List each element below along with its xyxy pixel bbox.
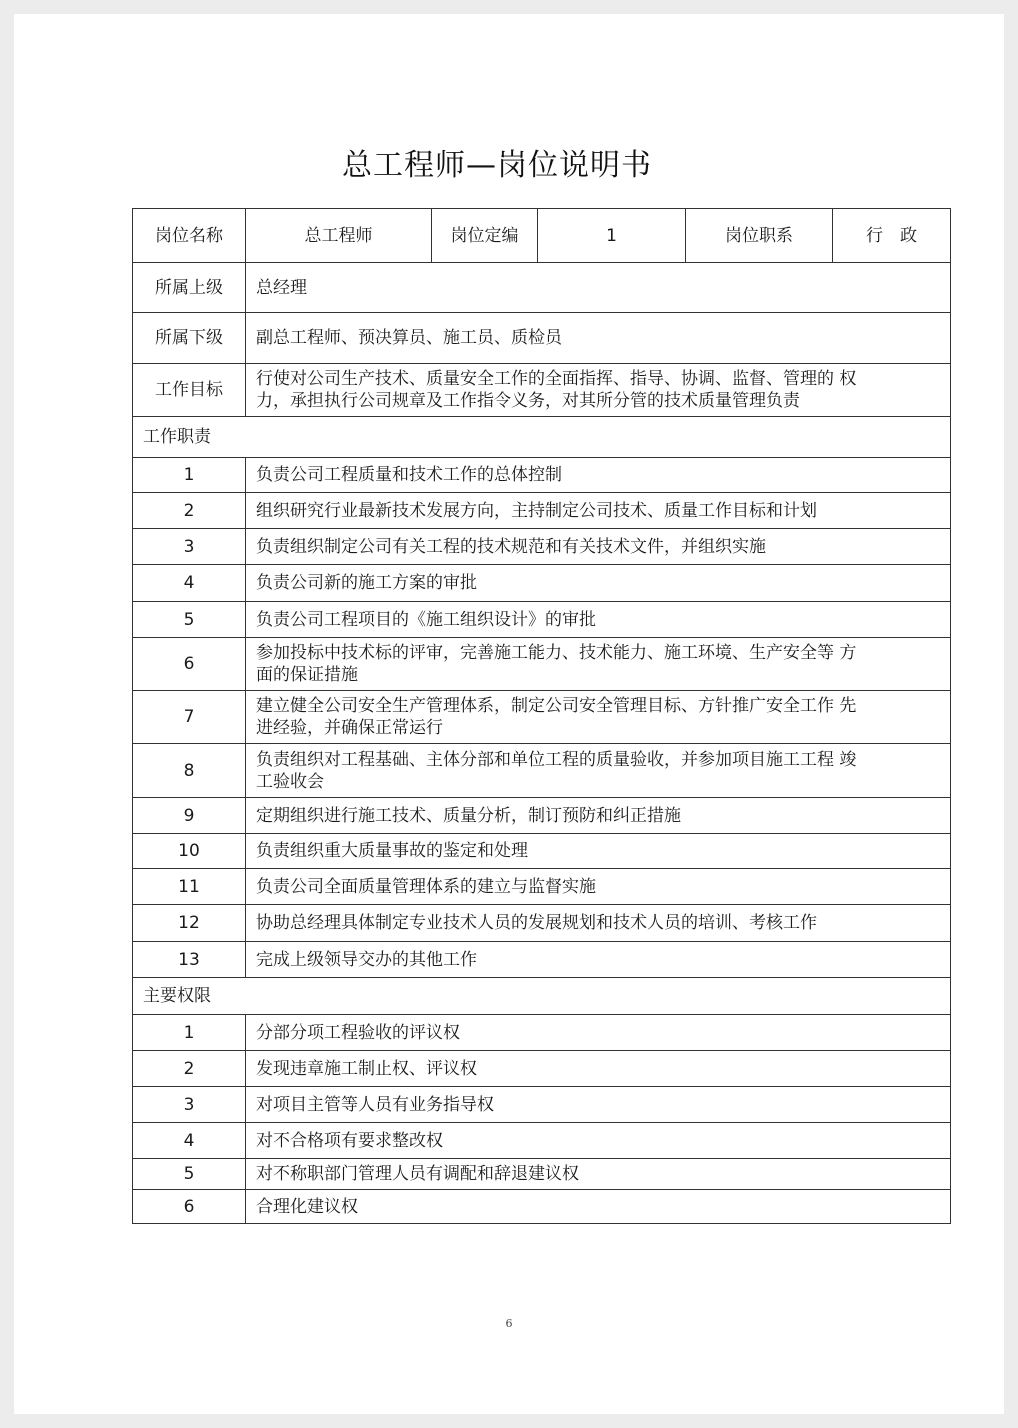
duties-heading: 工作职责 [133,417,951,458]
duty-line: 建立健全公司安全生产管理体系，制定公司安全管理目标、方针推广安全工作 先 [256,696,857,716]
duty-row [133,942,951,978]
duty-number: 7 [133,691,246,744]
document-page [14,14,1004,1414]
authority-heading-row [133,978,951,1015]
duty-row [133,458,951,493]
authority-number: 5 [133,1159,246,1190]
authority-text: 对项目主管等人员有业务指导权 [246,1087,951,1123]
authority-text: 分部分项工程验收的评议权 [246,1015,951,1051]
authority-row [133,1087,951,1123]
duty-row [133,565,951,602]
duty-row [133,493,951,529]
duty-number: 5 [133,602,246,638]
duties-heading-row [133,417,951,458]
post-name-value: 总工程师 [246,209,432,263]
post-name-label: 岗位名称 [133,209,246,263]
authority-text: 合理化建议权 [246,1190,951,1224]
duty-row [133,529,951,565]
authority-number: 2 [133,1051,246,1087]
authority-text: 对不称职部门管理人员有调配和辞退建议权 [246,1159,951,1190]
authority-row [133,1159,951,1190]
job-description-table [132,208,951,1224]
headcount-value: 1 [538,209,686,263]
duty-text [246,691,951,744]
duty-row [133,869,951,905]
duty-number: 9 [133,798,246,834]
duty-line: 工验收会 [256,771,324,792]
authority-number: 4 [133,1123,246,1159]
duty-number: 1 [133,458,246,493]
duty-text: 负责公司新的施工方案的审批 [246,565,951,602]
duty-number: 10 [133,834,246,869]
superior-row [133,263,951,313]
goal-value [246,364,951,417]
duty-text: 完成上级领导交办的其他工作 [246,942,951,978]
duty-text [246,638,951,691]
authority-row [133,1051,951,1087]
authority-row [133,1015,951,1051]
authority-number: 1 [133,1015,246,1051]
page-title: 总工程师—岗位说明书 [342,148,652,183]
duty-row [133,638,951,691]
authority-number: 6 [133,1190,246,1224]
superior-label: 所属上级 [133,263,246,313]
duty-number: 8 [133,744,246,798]
duty-row [133,905,951,942]
authority-row [133,1190,951,1224]
duty-number: 11 [133,869,246,905]
subordinates-row [133,313,951,364]
category-value: 行 政 [833,209,951,263]
category-label: 岗位职系 [686,209,833,263]
subordinates-label: 所属下级 [133,313,246,364]
duty-text: 定期组织进行施工技术、质量分析，制订预防和纠正措施 [246,798,951,834]
authority-text: 发现违章施工制止权、评议权 [246,1051,951,1087]
authority-number: 3 [133,1087,246,1123]
duty-text: 负责公司工程质量和技术工作的总体控制 [246,458,951,493]
authority-heading: 主要权限 [133,978,951,1015]
subordinates-value: 副总工程师、预决算员、施工员、质检员 [246,313,951,364]
duty-line: 进经验，并确保正常运行 [256,718,443,738]
superior-value: 总经理 [246,263,951,313]
authority-row [133,1123,951,1159]
duty-text: 负责组织制定公司有关工程的技术规范和有关技术文件，并组织实施 [246,529,951,565]
goal-row [133,364,951,417]
duty-row [133,602,951,638]
duty-row [133,834,951,869]
duty-number: 2 [133,493,246,529]
duty-row [133,691,951,744]
duty-line: 负责组织对工程基础、主体分部和单位工程的质量验收，并参加项目施工工程 竣 [256,749,857,770]
duty-row [133,744,951,798]
duty-text: 负责组织重大质量事故的鉴定和处理 [246,834,951,869]
duty-number: 3 [133,529,246,565]
duty-text [246,744,951,798]
duty-line: 面的保证措施 [256,665,358,685]
goal-line: 行使对公司生产技术、质量安全工作的全面指挥、指导、协调、监督、管理的 权 [256,369,857,389]
duty-number: 13 [133,942,246,978]
goal-label: 工作目标 [133,364,246,417]
duty-text: 负责公司全面质量管理体系的建立与监督实施 [246,869,951,905]
duty-number: 6 [133,638,246,691]
duty-number: 12 [133,905,246,942]
page-number: 6 [505,1317,513,1330]
header-row [133,209,951,263]
duty-number: 4 [133,565,246,602]
authority-text: 对不合格项有要求整改权 [246,1123,951,1159]
duty-row [133,798,951,834]
goal-line: 力，承担执行公司规章及工作指令义务，对其所分管的技术质量管理负责 [256,391,800,411]
duty-line: 参加投标中技术标的评审，完善施工能力、技术能力、施工环境、生产安全等 方 [256,643,857,663]
duty-text: 协助总经理具体制定专业技术人员的发展规划和技术人员的培训、考核工作 [246,905,951,942]
headcount-label: 岗位定编 [432,209,538,263]
duty-text: 负责公司工程项目的《施工组织设计》的审批 [246,602,951,638]
duty-text: 组织研究行业最新技术发展方向，主持制定公司技术、质量工作目标和计划 [246,493,951,529]
